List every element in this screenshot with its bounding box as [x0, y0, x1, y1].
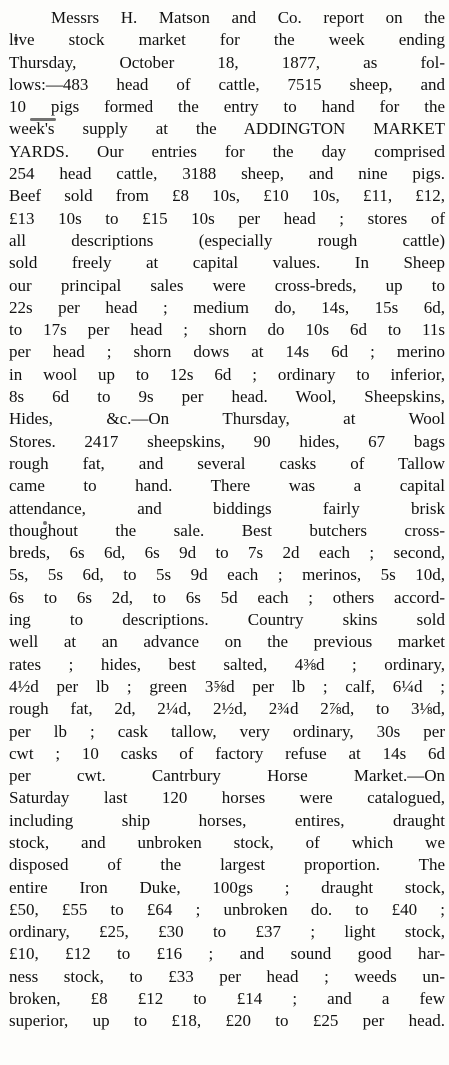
article-line: in wool up to 12s 6d ; ordinary to inferior,: [9, 364, 445, 384]
article-line: cwt ; 10 casks of factory refuse at 14s 6d: [9, 743, 445, 763]
article-line: stock, and unbroken stock, of which we: [9, 832, 445, 852]
article-line: per lb ; cask tallow, very ordinary, 30s per: [9, 721, 445, 741]
article-line: superior, up to £18, £20 to £25 per head.: [9, 1011, 445, 1031]
article-line: entire Iron Duke, 100gs ; draught stock,: [9, 877, 445, 897]
article-line: 254 head cattle, 3188 sheep, and nine pigs.: [9, 164, 445, 184]
article-line: including ship horses, entires, draught: [9, 810, 445, 830]
article-line: £13 10s to £15 10s per head ; stores of: [9, 208, 445, 228]
article-line: sold freely at capital values. In Sheep: [9, 253, 445, 273]
article-column: [9, 7, 445, 1033]
article-line: well at an advance on the previous market: [9, 632, 445, 652]
article-line: Messrs H. Matson and Co. report on the: [51, 8, 445, 27]
article-line: broken, £8 £12 to £14 ; and a few: [9, 989, 445, 1009]
article-line: live stock market for the week ending: [9, 30, 445, 50]
article-line: disposed of the largest proportion. The: [9, 855, 445, 875]
article-line: Saturday last 120 horses were catalogued,: [9, 788, 445, 808]
article-line: £10, £12 to £16 ; and sound good har-: [9, 944, 445, 964]
article-line: rough fat, 2d, 2¼d, 2½d, 2¾d 2⅞d, to 3⅛d,: [9, 699, 445, 719]
article-line: ing to descriptions. Country skins sold: [9, 610, 445, 630]
article-line: thoughout the sale. Best butchers cross-: [9, 520, 445, 540]
article-line: all descriptions (especially rough cattle): [9, 230, 445, 250]
article-line: our principal sales were cross-breds, up to: [9, 275, 445, 295]
article-line: Beef sold from £8 10s, £10 10s, £11, £12,: [9, 186, 445, 206]
article-line: lows:—483 head of cattle, 7515 sheep, and: [9, 74, 445, 94]
article-line: Thursday, October 18, 1877, as fol-: [9, 52, 445, 72]
article-line: breds, 6s 6d, 6s 9d to 7s 2d each ; second,: [9, 543, 445, 563]
article-line: ordinary, £25, £30 to £37 ; light stock,: [9, 922, 445, 942]
article-line: week's supply at the ADDINGTON MARKET: [9, 119, 445, 139]
article-line: to 17s per head ; shorn do 10s 6d to 11s: [9, 320, 445, 340]
article-line: attendance, and biddings fairly brisk: [9, 498, 445, 518]
article-line: 6s to 6s 2d, to 6s 5d each ; others accord-: [9, 587, 445, 607]
article-line: Hides, &c.—On Thursday, at Wool: [9, 409, 445, 429]
article-line: Stores. 2417 sheepskins, 90 hides, 67 bags: [9, 431, 445, 451]
article-line: YARDS. Our entries for the day comprised: [9, 141, 445, 161]
article-line: 22s per head ; medium do, 14s, 15s 6d,: [9, 297, 445, 317]
article-line: rough fat, and several casks of Tallow: [9, 453, 445, 473]
article-line: per cwt. Cantrbury Horse Market.—On: [9, 766, 445, 786]
article-line: ness stock, to £33 per head ; weeds un-: [9, 966, 445, 986]
article-line: rates ; hides, best salted, 4⅜d ; ordinary,: [9, 654, 445, 674]
article-line: per head ; shorn dows at 14s 6d ; merino: [9, 342, 445, 362]
article-line: 8s 6d to 9s per head. Wool, Sheepskins,: [9, 387, 445, 407]
article-line: came to hand. There was a capital: [9, 476, 445, 496]
article-line: 5s, 5s 6d, to 5s 9d each ; merinos, 5s 10d,: [9, 565, 445, 585]
article-line: 4½d per lb ; green 3⅝d per lb ; calf, 6¼d ;: [9, 676, 445, 696]
article-line: 10 pigs formed the entry to hand for the: [9, 97, 445, 117]
article-line: £50, £55 to £64 ; unbroken do. to £40 ;: [9, 899, 445, 919]
